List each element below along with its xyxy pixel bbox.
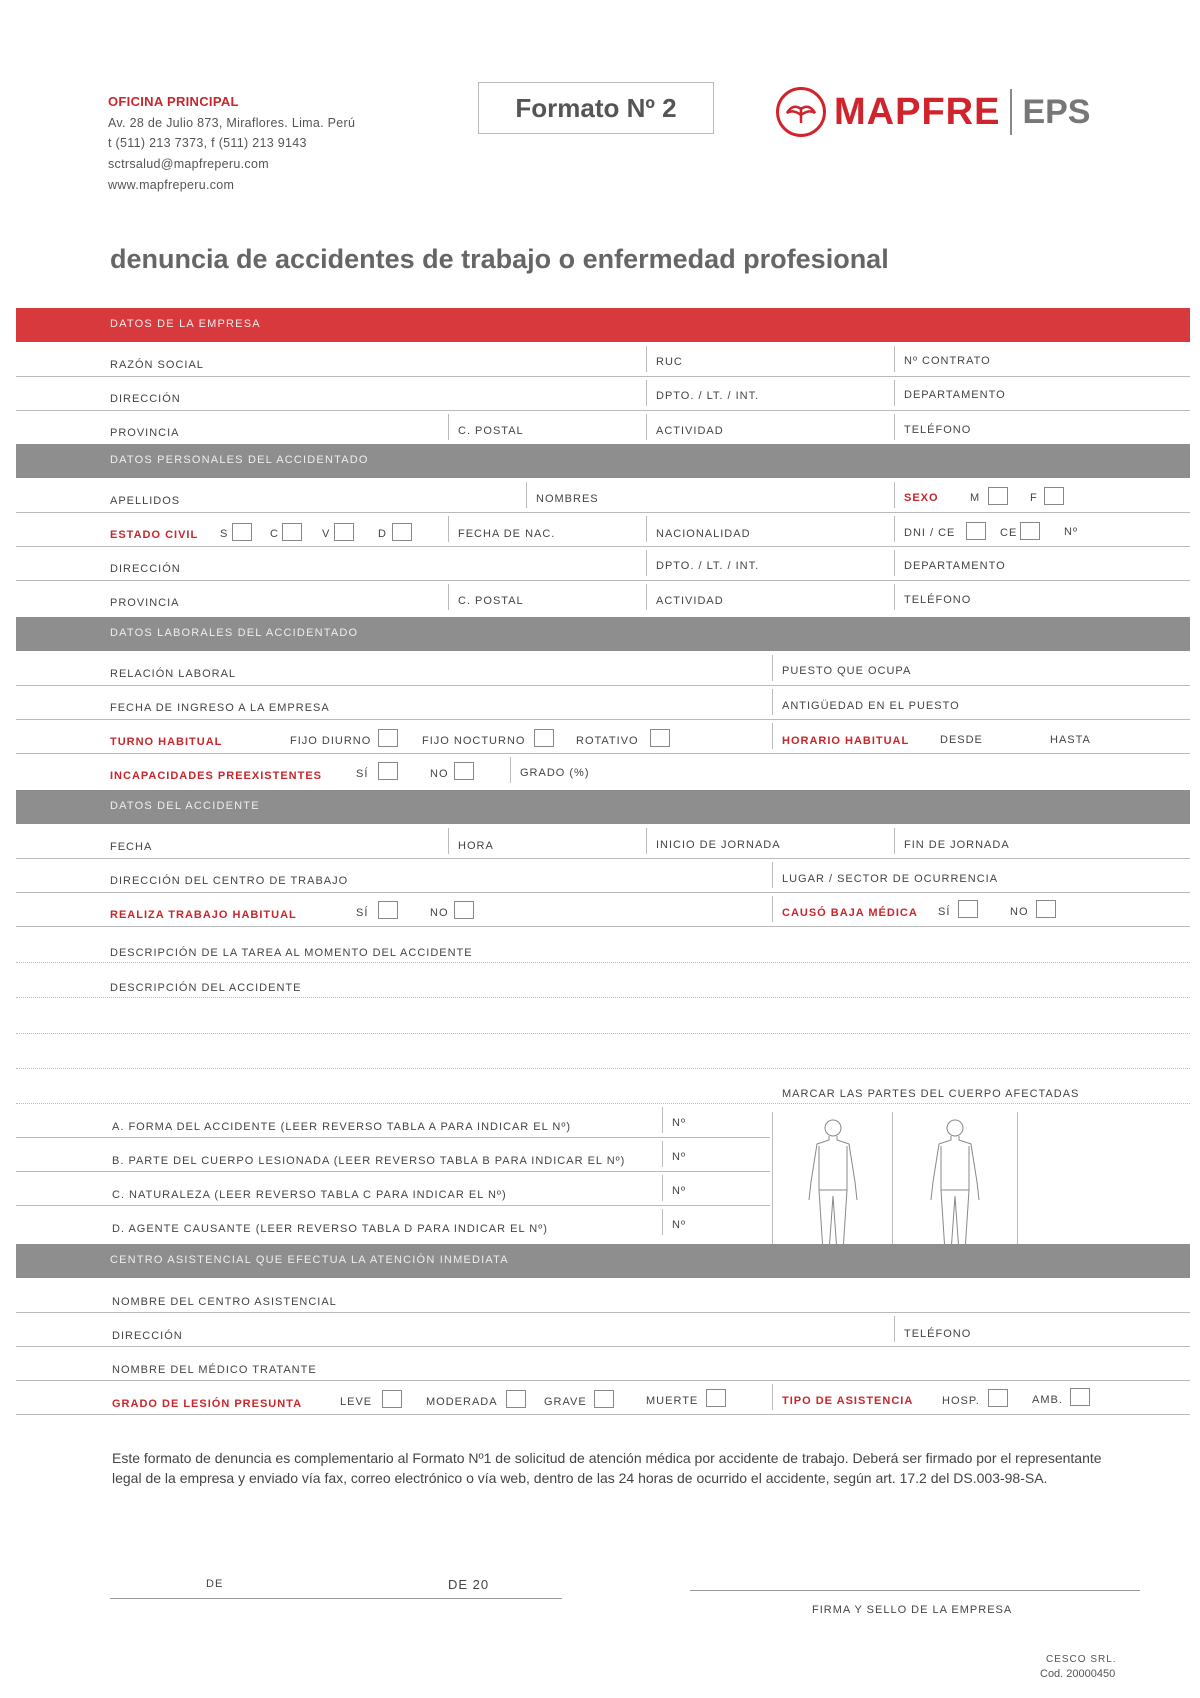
checkbox-realiza-no[interactable] (454, 901, 474, 919)
row-personales-4: PROVINCIA C. POSTAL ACTIVIDAD TELÉFONO (16, 580, 1190, 614)
checkbox-amb[interactable] (1070, 1388, 1090, 1406)
office-title: OFICINA PRINCIPAL (108, 94, 239, 109)
signature-line[interactable] (690, 1590, 1140, 1591)
label-marcar-partes: MARCAR LAS PARTES DEL CUERPO AFECTADAS (782, 1088, 1080, 1100)
row-forma: A. FORMA DEL ACCIDENTE (LEER REVERSO TABLA A PARA INDICAR EL Nº) Nº (16, 1103, 770, 1138)
date-line[interactable] (110, 1598, 562, 1599)
checkbox-civil-d[interactable] (392, 523, 412, 541)
row-agente: D. AGENTE CAUSANTE (LEER REVERSO TABLA D PARA INDICAR EL Nº) Nº (16, 1205, 770, 1239)
printer-name: CESCO SRL. (1046, 1654, 1117, 1665)
checkbox-realiza-si[interactable] (378, 901, 398, 919)
body-back-box[interactable] (892, 1112, 1018, 1258)
checkbox-sexo-m[interactable] (988, 487, 1008, 505)
form-code: Cod. 20000450 (1040, 1668, 1116, 1680)
checkbox-baja-si[interactable] (958, 900, 978, 918)
checkbox-baja-no[interactable] (1036, 900, 1056, 918)
checkbox-incapacidad-si[interactable] (378, 762, 398, 780)
date-de: DE (206, 1578, 224, 1590)
body-back-icon (893, 1112, 1017, 1258)
firma-label: FIRMA Y SELLO DE LA EMPRESA (812, 1604, 1013, 1616)
checkbox-muerte[interactable] (706, 1389, 726, 1407)
format-label: Formato Nº 2 (478, 82, 714, 134)
section-accidente-header: DATOS DEL ACCIDENTE (16, 790, 1190, 824)
mapfre-emblem-icon (776, 87, 826, 137)
row-laborales-4: INCAPACIDADES PREEXISTENTES SÍ NO GRADO (%) (16, 753, 1190, 787)
date-de-20: DE 20 (448, 1577, 490, 1592)
checkbox-ce[interactable] (1020, 522, 1040, 540)
row-personales-2: ESTADO CIVIL S C V D FECHA DE NAC. NACIONALIDAD DNI / CE CE Nº (16, 512, 1190, 547)
checkbox-fijo-diurno[interactable] (378, 729, 398, 747)
row-laborales-3: TURNO HABITUAL FIJO DIURNO FIJO NOCTURNO ROTATIVO HORARIO HABITUAL DESDE HASTA (16, 719, 1190, 754)
label-desc-accidente: DESCRIPCIÓN DEL ACCIDENTE (110, 982, 302, 994)
checkbox-leve[interactable] (382, 1390, 402, 1408)
row-laborales-2: FECHA DE INGRESO A LA EMPRESA ANTIGÜEDAD EN EL PUESTO (16, 685, 1190, 720)
row-empresa-3: PROVINCIA C. POSTAL ACTIVIDAD TELÉFONO (16, 410, 1190, 444)
checkbox-dni[interactable] (966, 522, 986, 540)
office-phones: t (511) 213 7373, f (511) 213 9143 (108, 136, 307, 150)
row-laborales-1: RELACIÓN LABORAL PUESTO QUE OCUPA (16, 651, 1190, 686)
row-accidente-1: FECHA HORA INICIO DE JORNADA FIN DE JORNADA (16, 824, 1190, 859)
section-centro-header: CENTRO ASISTENCIAL QUE EFECTUA LA ATENCIÓN INMEDIATA (16, 1244, 1190, 1278)
logo-brand: MAPFRE (834, 90, 1001, 133)
footer-note: Este formato de denuncia es complementario al Formato Nº1 de solicitud de atención médica por accidente de trabajo. Deberá ser firmado por el representante legal de la empresa y enviado vía fax, correo electrónico o vía web, dentro de las 24 horas de ocurrido el accidente, según art. 17.2 del DS.003-98-SA. (112, 1450, 1102, 1486)
checkbox-hosp[interactable] (988, 1389, 1008, 1407)
body-front-icon (773, 1112, 893, 1258)
checkbox-sexo-f[interactable] (1044, 487, 1064, 505)
checkbox-grave[interactable] (594, 1390, 614, 1408)
office-web: www.mapfreperu.com (108, 178, 235, 192)
checkbox-rotativo[interactable] (650, 729, 670, 747)
row-accidente-3: REALIZA TRABAJO HABITUAL SÍ NO CAUSÓ BAJA MÉDICA SÍ NO (16, 892, 1190, 927)
checkbox-civil-c[interactable] (282, 523, 302, 541)
row-centro-3: NOMBRE DEL MÉDICO TRATANTE (16, 1346, 1190, 1381)
row-personales-1: APELLIDOS NOMBRES SEXO M F (16, 478, 1190, 513)
row-centro-4: GRADO DE LESIÓN PRESUNTA LEVE MODERADA GRAVE MUERTE TIPO DE ASISTENCIA HOSP. AMB. (16, 1380, 1190, 1415)
checkbox-incapacidad-no[interactable] (454, 762, 474, 780)
section-empresa-header: DATOS DE LA EMPRESA (16, 308, 1190, 342)
label-desc-tarea: DESCRIPCIÓN DE LA TAREA AL MOMENTO DEL ACCIDENTE (110, 947, 473, 959)
office-address: Av. 28 de Julio 873, Miraflores. Lima. Perú (108, 116, 356, 130)
logo-eps: EPS (1022, 92, 1091, 131)
document-title: denuncia de accidentes de trabajo o enfermedad profesional (110, 244, 889, 274)
row-centro-1: NOMBRE DEL CENTRO ASISTENCIAL (16, 1278, 1190, 1313)
row-parte: B. PARTE DEL CUERPO LESIONADA (LEER REVERSO TABLA B PARA INDICAR EL Nº) Nº (16, 1137, 770, 1172)
section-laborales-header: DATOS LABORALES DEL ACCIDENTADO (16, 617, 1190, 651)
row-empresa-2: DIRECCIÓN DPTO. / LT. / INT. DEPARTAMENTO (16, 376, 1190, 411)
section-personales-header: DATOS PERSONALES DEL ACCIDENTADO (16, 444, 1190, 478)
mapfre-logo (776, 86, 1091, 138)
checkbox-civil-s[interactable] (232, 523, 252, 541)
row-personales-3: DIRECCIÓN DPTO. / LT. / INT. DEPARTAMENTO (16, 546, 1190, 581)
body-front-box[interactable] (772, 1112, 893, 1258)
row-accidente-2: DIRECCIÓN DEL CENTRO DE TRABAJO LUGAR / SECTOR DE OCURRENCIA (16, 858, 1190, 893)
row-empresa-1: RAZÓN SOCIAL RUC Nº CONTRATO (16, 342, 1190, 377)
checkbox-fijo-nocturno[interactable] (534, 729, 554, 747)
checkbox-civil-v[interactable] (334, 523, 354, 541)
office-email: sctrsalud@mapfreperu.com (108, 157, 269, 171)
row-naturaleza: C. NATURALEZA (LEER REVERSO TABLA C PARA INDICAR EL Nº) Nº (16, 1171, 770, 1206)
checkbox-moderada[interactable] (506, 1390, 526, 1408)
row-centro-2: DIRECCIÓN TELÉFONO (16, 1312, 1190, 1347)
